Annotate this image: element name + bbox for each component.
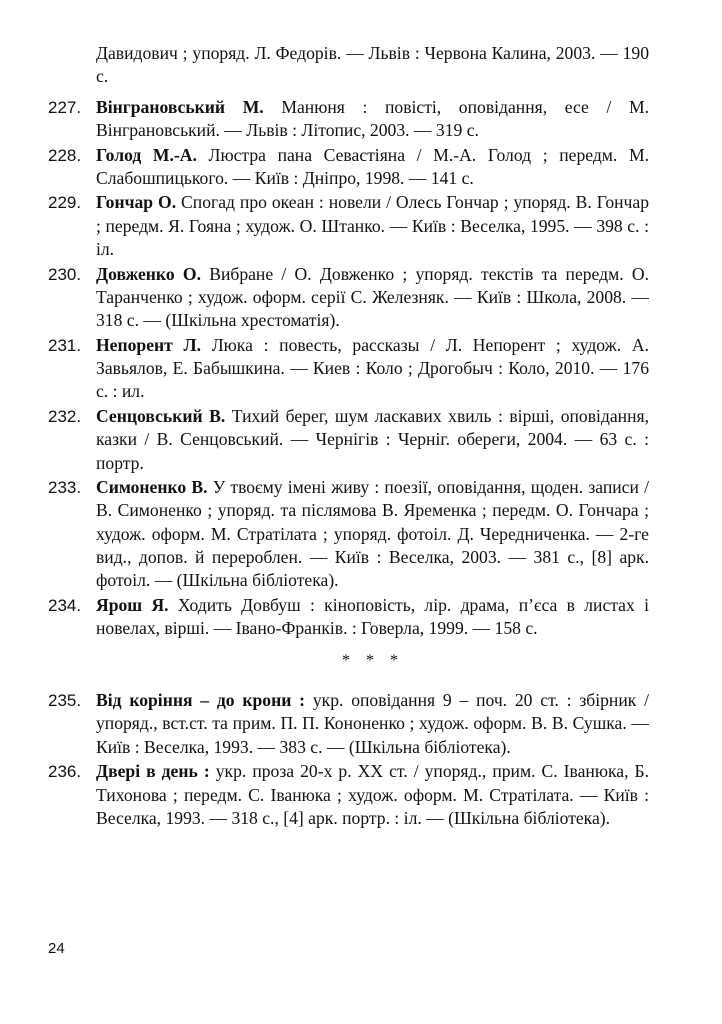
entry-author: Довженко О. xyxy=(96,263,201,284)
entry-author: Гончар О. xyxy=(96,192,177,213)
entry-author: Симоненко В. xyxy=(96,476,208,497)
entry-author: Ярош Я. xyxy=(96,594,169,615)
bibliography-list-anthologies xyxy=(48,689,649,831)
entry-description: Люка : повесть, рассказы / Л. Непорент ; худож. А. Завьялов, Е. Бабышкина. — Киев : Коло ; Дрогобыч : Коло, 2010. — 176 с. : ил. xyxy=(96,334,649,402)
entry-description: укр. оповідання 9 – поч. 20 ст. : збірник / упоряд., вст.ст. та прим. П. П. Кононенко ; худож. оформ. В. В. Сушка. — Київ : Веселка, 1993. — 383 с. — (Шкільна бібліотека). xyxy=(96,690,649,757)
bibliography-entry xyxy=(48,191,649,261)
bibliography-entry xyxy=(48,760,649,830)
entry-title: Від коріння – до крони : xyxy=(96,690,306,710)
bibliography-entry xyxy=(48,96,649,143)
entry-number: 227. xyxy=(48,98,82,117)
entry-description: Люстра пана Севастіяна / М.-А. Голод ; передм. М. Слабошпицького. — Київ : Дніпро, 1998. — 141 с. xyxy=(96,144,650,189)
bibliography-entry xyxy=(48,144,649,191)
entry-description: У твоєму імені живу : поезії, оповідання, щоден. записи / В. Симоненко ; упоряд. та післямова В. Яременка ; передм. О. Гончара ; худож. оформ. М. Стратілата ; упоряд. фотоіл. Д. Чередниченка. — 2-ге вид., допов. й перероблен. — Київ : Веселка, 2003. — 381 с., [8] арк. фотоіл. — (Шкільна бібліотека). xyxy=(96,476,649,591)
bibliography-entry xyxy=(48,476,649,593)
bibliography-entry xyxy=(48,689,649,759)
entry-number: 235. xyxy=(48,691,82,710)
entry-description: Манюня : повісті, оповідання, есе / М. Вінграновський. — Львів : Літопис, 2003. — 319 с. xyxy=(96,97,649,141)
bibliography-entry xyxy=(48,263,649,333)
entry-number: 236. xyxy=(48,762,82,782)
bibliography-list xyxy=(48,96,649,641)
entry-number: 233. xyxy=(48,477,82,497)
entry-description: укр. проза 20-х р. XX ст. / упоряд., прим. С. Іванюка, Б. Тихонова ; передм. С. Іванюка ; худож. оформ. М. Стратілата. — Київ : Веселка, 1993. — 318 с., [4] арк. портр. : іл. — (Шкільна бібліотека). xyxy=(96,761,650,828)
entry-number: 231. xyxy=(48,335,82,355)
entry-number: 234. xyxy=(48,595,82,615)
entry-number: 228. xyxy=(48,145,82,165)
continuation-text: Давидович ; упоряд. Л. Федорів. — Львів : Червона Калина, 2003. — 190 с. xyxy=(96,43,649,87)
section-divider: * * * xyxy=(342,652,404,669)
entry-author: Сенцовський В. xyxy=(96,405,226,426)
entry-title: Двері в день : xyxy=(96,761,210,782)
page-number: 24 xyxy=(48,940,65,957)
bibliography-entry xyxy=(48,594,649,641)
entry-number: 230. xyxy=(48,264,82,284)
entry-description: Вибране / О. Довженко ; упоряд. текстів та передм. О. Таранченко ; худож. оформ. серії С. Железняк. — Київ : Школа, 2008. — 318 с. — (Шкільна хрестоматія). xyxy=(96,263,649,331)
entry-description: Спогад про океан : новели / Олесь Гончар ; упоряд. В. Гончар ; передм. Я. Гояна ; худож. О. Штанко. — Київ : Веселка, 1995. — 398 с. : іл. xyxy=(96,192,649,260)
entry-author: Непорент Л. xyxy=(96,334,202,355)
entry-description: Тихий берег, шум ласкавих хвиль : вірші, оповідання, казки / В. Сенцовський. — Чернігів : Черніг. обереги, 2004. — 63 с. : портр. xyxy=(96,405,649,473)
entry-number: 232. xyxy=(48,406,82,426)
bibliography-entry xyxy=(48,405,649,475)
entry-author: Вінграновський М. xyxy=(96,97,264,117)
entry-description: Ходить Довбуш : кіноповість, лір. драма, п’єса в листах і новелах, вірші. — Івано-Франків. : Говерла, 1999. — 158 с. xyxy=(96,594,649,639)
entry-author: Голод М.-А. xyxy=(96,144,197,165)
bibliography-entry xyxy=(48,334,649,404)
entry-number: 229. xyxy=(48,193,82,213)
